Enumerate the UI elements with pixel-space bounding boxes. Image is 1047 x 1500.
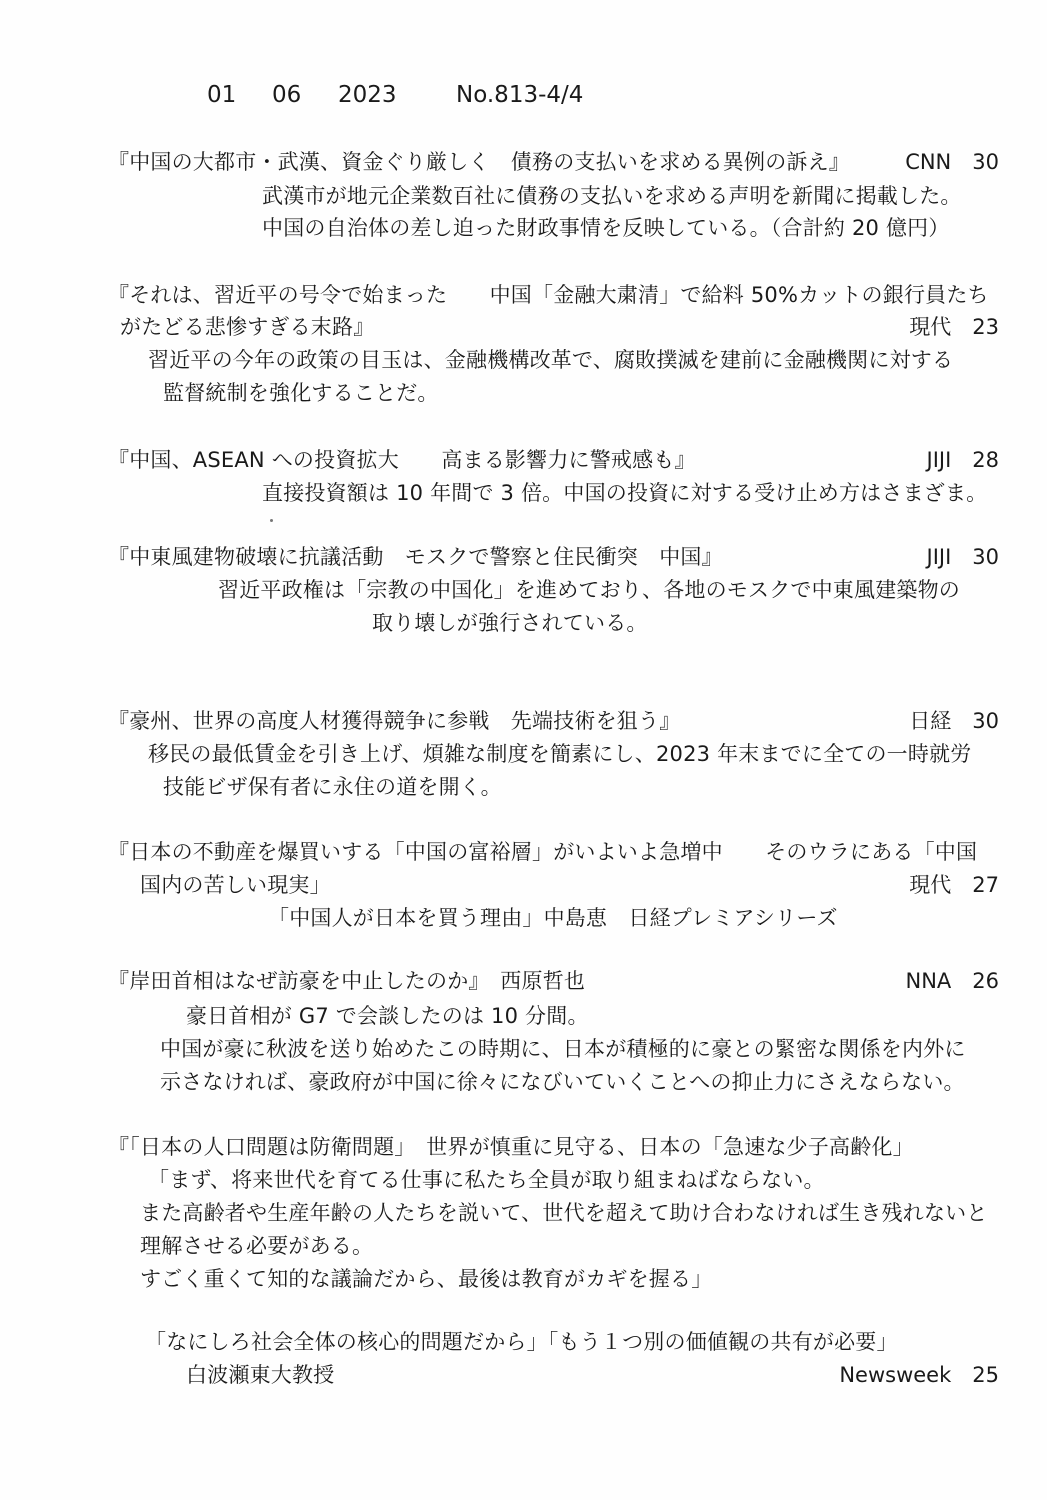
article-source: 日経 30 [909,709,999,733]
article-body-line: 豪日首相が G7 で会談したのは 10 分間。 [186,1004,589,1028]
header-day: 01 [207,82,237,108]
article-source: 現代 23 [909,315,999,339]
article-title: 『中国、ASEAN への投資拡大 高まる影響力に警戒感も』 [108,448,696,472]
article-title-continued: 国内の苦しい現実」 [140,873,331,897]
article-source: NNA 26 [905,969,999,993]
article-body-line: 示さなければ、豪政府が中国に徐々になびいていくことへの抑止力にさえならない。 [160,1070,965,1094]
article-body-line: すごく重くて知的な議論だから、最後は教育がカギを握る」 [140,1267,713,1291]
article-title: 『それは、習近平の号令で始まった 中国「金融大粛清」で給料 50%カットの銀行員たち [108,283,989,307]
article-body-line: 武漢市が地元企業数百社に債務の支払いを求める声明を新聞に掲載した。 [262,184,962,208]
article-body-line: 技能ビザ保有者に永住の道を開く。 [163,775,502,799]
article-source: JIJI 28 [926,448,999,472]
article-source: 現代 27 [909,873,999,897]
header-month: 06 [272,82,302,108]
article-title: 『中東風建物破壊に抗議活動 モスクで警察と住民衝突 中国』 [108,545,723,569]
article-body-line: 「中国人が日本を買う理由」中島恵 日経プレミアシリーズ [268,906,838,930]
article-source: Newsweek 25 [839,1363,999,1387]
article-title: 『日本の不動産を爆買いする「中国の富裕層」がいよいよ急増中 そのウラにある「中国 [108,840,978,864]
article-body-line: 中国が豪に秋波を送り始めたこの時期に、日本が積極的に豪との緊密な関係を内外に [160,1037,966,1061]
article-body-line: 監督統制を強化することだ。 [163,381,439,405]
article-body-line: 習近平政権は「宗教の中国化」を進めており、各地のモスクで中東風建築物の [218,578,960,602]
article-attribution: 白波瀬東大教授 [186,1363,335,1387]
article-body-line: 理解させる必要がある。 [140,1234,374,1258]
article-body-line: 習近平の今年の政策の目玉は、金融機構改革で、腐敗撲滅を建前に金融機関に対する [148,348,954,372]
article-title: 『中国の大都市・武漢、資金ぐり厳しく 債務の支払いを求める異例の訴え』 [108,150,850,174]
article-body-line: 直接投資額は 10 年間で 3 倍。中国の投資に対する受け止め方はさまざま。 [262,481,988,505]
header-issue-number: No.813-4/4 [456,82,584,108]
article-body-line: 移民の最低賃金を引き上げ、煩雑な制度を簡素にし、2023 年末までに全ての一時就労 [148,742,972,766]
article-title: 『岸田首相はなぜ訪豪を中止したのか』 西原哲也 [108,969,586,993]
article-quote-line: 「なにしろ社会全体の核心的問題だから」「もう１つ別の価値観の共有が必要」 [145,1330,898,1354]
article-title-continued: がたどる悲惨すぎる末路』 [120,315,375,339]
article-body-line: 中国の自治体の差し迫った財政事情を反映している。（合計約 20 億円） [262,216,950,240]
scan-speck [270,519,273,522]
article-body-line: また高齢者や生産年齢の人たちを説いて、世代を超えて助け合わなければ生き残れないと [140,1201,988,1225]
article-body-line: 「まず、将来世代を育てる仕事に私たち全員が取り組まねばならない。 [148,1168,825,1192]
article-source: JIJI 30 [926,545,999,569]
article-title: 『豪州、世界の高度人材獲得競争に参戦 先端技術を狙う』 [108,709,681,733]
article-body-line: 取り壊しが強行されている。 [372,611,648,635]
header-year: 2023 [338,82,397,108]
article-title: 『「日本の人口問題は防衛問題」 世界が慎重に見守る、日本の「急速な少子高齢化」 [108,1135,914,1159]
article-source: CNN 30 [905,150,999,174]
